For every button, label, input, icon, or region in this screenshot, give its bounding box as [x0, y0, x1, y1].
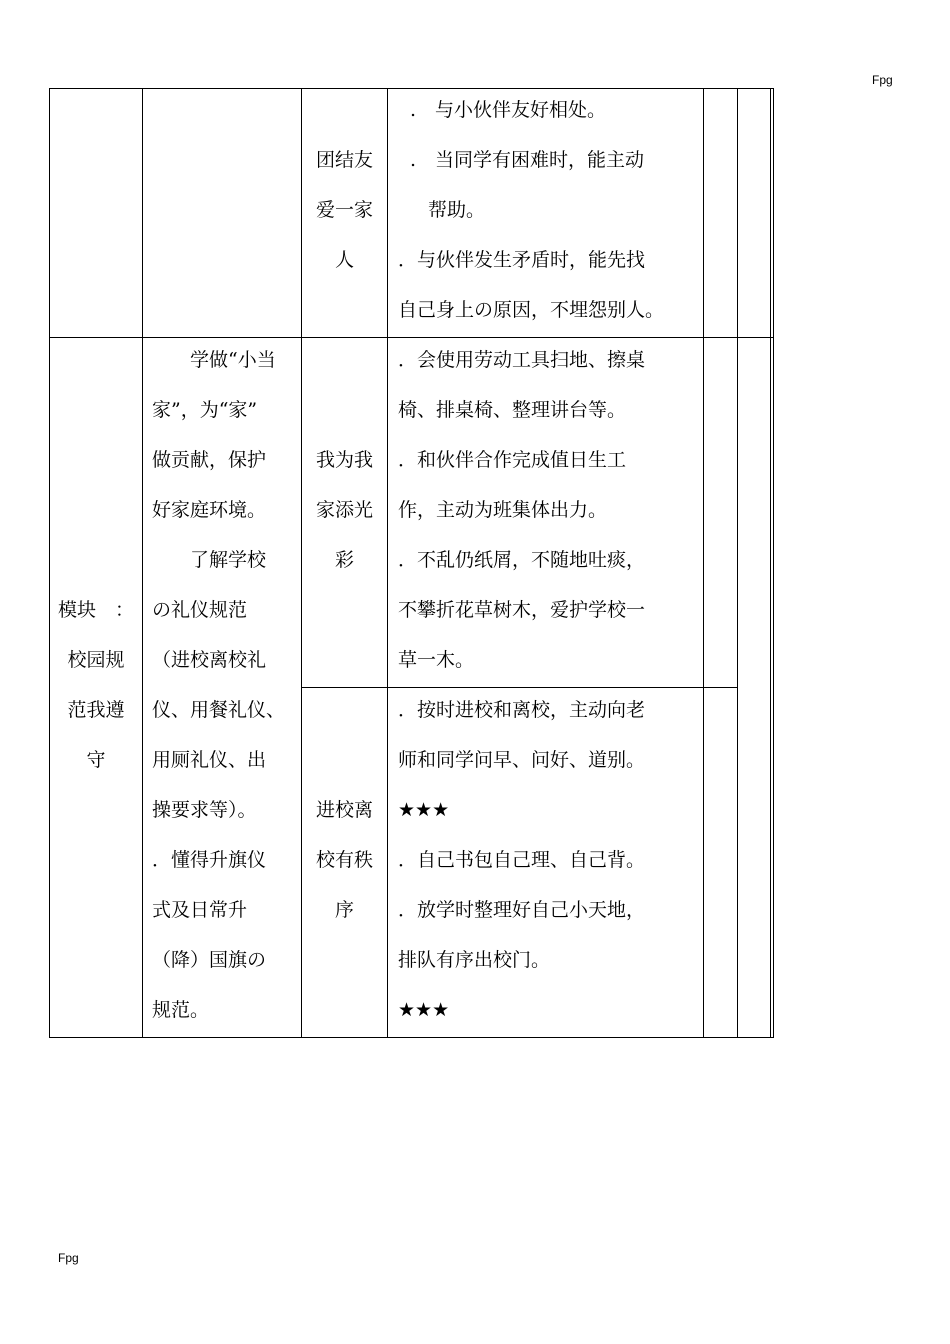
module-label [50, 585, 142, 785]
goal-line: 式及日常升 [152, 899, 248, 921]
topic-line: 进校离 [315, 799, 373, 821]
content-orderly-school [398, 685, 698, 1035]
content-line: ．不乱仍纸屑，不随地吐痰， [398, 549, 646, 571]
content-line: ．和伙伴合作完成值日生工 [398, 449, 627, 471]
topic-line: 序 [334, 899, 354, 921]
goal-line: （进校离校礼 [152, 649, 267, 671]
goal-line: 学做“小当 [190, 349, 276, 371]
goal-line: 用厕礼仪、出 [152, 749, 267, 771]
topic-line: 彩 [334, 549, 354, 571]
content-line: 排队有序出校门。 [398, 949, 551, 971]
content-home-glory [398, 335, 698, 685]
content-line: ．自己书包自己理、自己背。 [398, 849, 646, 871]
topic-line: 爱一家 [315, 199, 373, 221]
page-header: Fpg [872, 73, 893, 87]
topic-line: 校有秩 [315, 849, 373, 871]
content-line: 帮助。 [428, 199, 486, 221]
goal-line: 了解学校 [190, 549, 267, 571]
goal-line: （降）国旗の [152, 949, 267, 971]
topic-orderly-school [302, 785, 387, 935]
content-line: 师和同学问早、问好、道别。 [398, 749, 646, 771]
page-footer: Fpg [58, 1251, 79, 1265]
topic-line: 团结友 [315, 149, 373, 171]
goal-text [152, 335, 300, 1035]
topic-line: 我为我 [315, 449, 373, 471]
goal-line: 规范。 [152, 999, 210, 1021]
module-line: 校园规 [67, 649, 125, 671]
star-rating: ★★★ [398, 999, 450, 1021]
content-line: ．会使用劳动工具扫地、擦桌 [398, 349, 646, 371]
content-line: ．与伙伴发生矛盾时，能先找 [398, 249, 646, 271]
topic-line: 家添光 [315, 499, 373, 521]
goal-line: 仪、用餐礼仪、 [152, 699, 286, 721]
goal-line: の礼仪规范 [152, 599, 248, 621]
module-line: 守 [86, 749, 106, 771]
goal-line: 家”，为“家” [152, 399, 258, 421]
goal-line: 做贡献，保护 [152, 449, 267, 471]
content-line: 草一木。 [398, 649, 475, 671]
content-line: 不攀折花草树木，爱护学校一 [398, 599, 646, 621]
content-line: 作，主动为班集体出力。 [398, 499, 608, 521]
topic-unity [302, 135, 387, 285]
content-line: 椅、排桌椅、整理讲台等。 [398, 399, 627, 421]
module-line: 模块 ： [57, 599, 134, 621]
module-line: 范我遵 [67, 699, 125, 721]
content-line: . 与小伙伴友好相处。 [410, 99, 607, 121]
content-line: . 当同学有困难时，能主动 [410, 149, 645, 171]
goal-line: 好家庭环境。 [152, 499, 267, 521]
topic-line: 人 [334, 249, 354, 271]
goal-line: 操要求等）。 [152, 799, 257, 821]
content-unity [398, 85, 698, 335]
topic-home-glory [302, 435, 387, 585]
content-line: 自己身上の原因，不埋怨别人。 [398, 299, 665, 321]
goal-line: ．懂得升旗仪 [152, 849, 267, 871]
star-rating: ★★★ [398, 799, 450, 821]
content-line: ．放学时整理好自己小天地， [398, 899, 646, 921]
content-line: ．按时进校和离校，主动向老 [398, 699, 646, 721]
